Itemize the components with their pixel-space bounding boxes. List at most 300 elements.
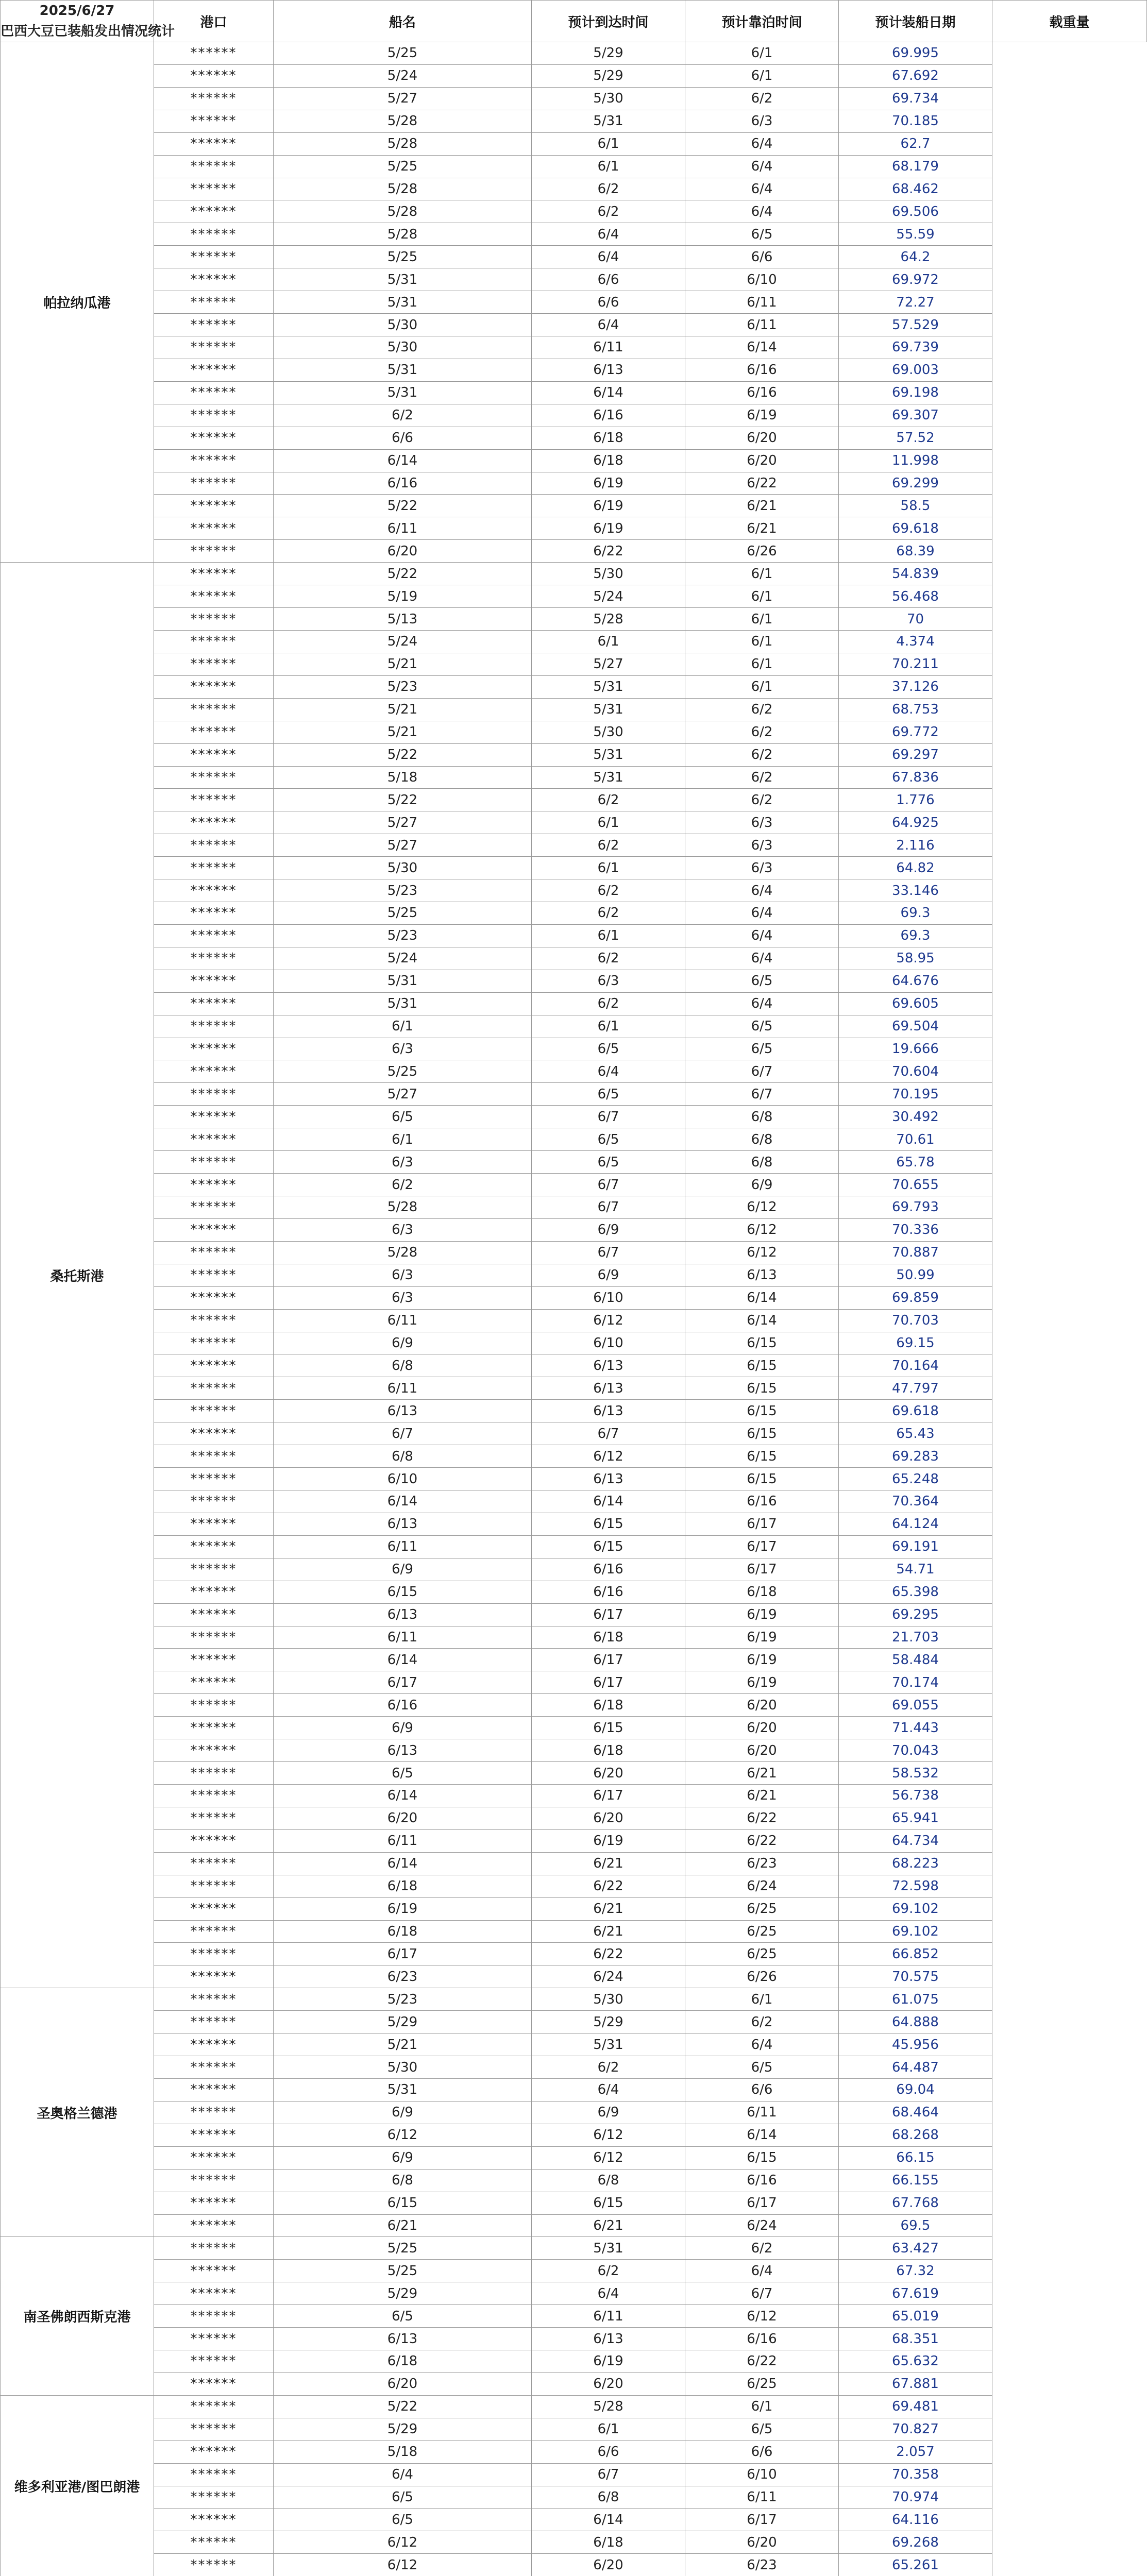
loading-date-cell: 6/20 <box>685 427 839 449</box>
table-row <box>1 1060 1147 1083</box>
etb-cell: 6/1 <box>532 811 685 834</box>
etb-cell: 6/1 <box>532 630 685 653</box>
loading-date-cell: 6/14 <box>685 1309 839 1332</box>
eta-cell: 5/24 <box>274 64 532 87</box>
etb-cell: 6/12 <box>532 1445 685 1468</box>
eta-cell: 5/21 <box>274 2033 532 2056</box>
tonnage-cell: 69.04 <box>839 2078 992 2101</box>
loading-date-cell: 6/24 <box>685 2214 839 2237</box>
ship-name: ****** <box>154 834 274 857</box>
tonnage-cell: 2.057 <box>839 2441 992 2463</box>
ship-name: ****** <box>154 811 274 834</box>
eta-cell: 5/22 <box>274 495 532 517</box>
eta-cell: 5/31 <box>274 359 532 381</box>
loading-date-cell: 6/20 <box>685 2531 839 2554</box>
loading-date-cell: 6/22 <box>685 1807 839 1829</box>
loading-date-cell: 6/14 <box>685 1286 839 1309</box>
ship-name: ****** <box>154 1762 274 1785</box>
tonnage-cell: 56.468 <box>839 585 992 608</box>
tonnage-cell: 68.179 <box>839 155 992 178</box>
table-row <box>1 2078 1147 2101</box>
tonnage-cell: 69.297 <box>839 743 992 766</box>
table-row <box>1 743 1147 766</box>
eta-cell: 6/3 <box>274 1151 532 1174</box>
tonnage-cell: 11.998 <box>839 449 992 472</box>
eta-cell: 6/11 <box>274 517 532 540</box>
eta-cell: 6/11 <box>274 1377 532 1400</box>
ship-name: ****** <box>154 472 274 495</box>
eta-cell: 6/13 <box>274 2328 532 2350</box>
loading-date-cell: 6/22 <box>685 1829 839 1852</box>
table-row <box>1 789 1147 811</box>
eta-cell: 6/14 <box>274 449 532 472</box>
tonnage-cell: 64.116 <box>839 2509 992 2531</box>
eta-cell: 6/21 <box>274 2214 532 2237</box>
table-row <box>1 1332 1147 1354</box>
etb-cell: 5/29 <box>532 64 685 87</box>
ship-name: ****** <box>154 1128 274 1151</box>
table-row <box>1 517 1147 540</box>
eta-cell: 5/25 <box>274 1060 532 1083</box>
eta-cell: 6/3 <box>274 1264 532 1286</box>
eta-cell: 5/25 <box>274 2260 532 2282</box>
col-header-etb: 预计靠泊时间 <box>685 1 839 42</box>
eta-cell: 5/31 <box>274 2078 532 2101</box>
eta-cell: 5/24 <box>274 630 532 653</box>
loading-date-cell: 6/1 <box>685 608 839 631</box>
table-row <box>1 1218 1147 1241</box>
loading-date-cell: 6/3 <box>685 811 839 834</box>
ship-name: ****** <box>154 2011 274 2033</box>
eta-cell: 6/20 <box>274 2372 532 2395</box>
tonnage-cell: 72.598 <box>839 1875 992 1897</box>
eta-cell: 6/5 <box>274 2486 532 2509</box>
tonnage-cell: 69.972 <box>839 268 992 291</box>
table-row <box>1 246 1147 268</box>
ship-name: ****** <box>154 1626 274 1649</box>
tonnage-cell: 70.336 <box>839 1218 992 1241</box>
table-row <box>1 2146 1147 2169</box>
table-row <box>1 1943 1147 1965</box>
ship-name: ****** <box>154 1965 274 1988</box>
tonnage-cell: 64.82 <box>839 857 992 879</box>
eta-cell: 5/21 <box>274 698 532 721</box>
tonnage-cell: 21.703 <box>839 1626 992 1649</box>
loading-date-cell: 6/11 <box>685 291 839 314</box>
tonnage-cell: 69.3 <box>839 924 992 947</box>
eta-cell: 6/1 <box>274 1128 532 1151</box>
etb-cell: 6/15 <box>532 2192 685 2214</box>
eta-cell: 5/30 <box>274 336 532 359</box>
etb-cell: 6/10 <box>532 1286 685 1309</box>
tonnage-cell: 45.956 <box>839 2033 992 2056</box>
tonnage-cell: 68.462 <box>839 178 992 200</box>
loading-date-cell: 6/2 <box>685 721 839 743</box>
tonnage-cell: 66.155 <box>839 2169 992 2192</box>
eta-cell: 5/31 <box>274 268 532 291</box>
table-row <box>1 2305 1147 2328</box>
loading-date-cell: 6/12 <box>685 1241 839 1264</box>
table-row <box>1 1422 1147 1445</box>
loading-date-cell: 6/15 <box>685 1468 839 1490</box>
table-row <box>1 2056 1147 2079</box>
tonnage-cell: 58.484 <box>839 1649 992 1671</box>
eta-cell: 5/18 <box>274 766 532 789</box>
tonnage-cell: 57.529 <box>839 314 992 336</box>
table-row <box>1 110 1147 132</box>
ship-name: ****** <box>154 223 274 246</box>
tonnage-cell: 70.575 <box>839 1965 992 1988</box>
loading-date-cell: 6/25 <box>685 1897 839 1920</box>
loading-date-cell: 6/10 <box>685 268 839 291</box>
eta-cell: 5/21 <box>274 653 532 675</box>
table-row <box>1 1286 1147 1309</box>
ship-name: ****** <box>154 2531 274 2554</box>
table-row <box>1 970 1147 992</box>
tonnage-cell: 19.666 <box>839 1038 992 1060</box>
tonnage-cell: 69.283 <box>839 1445 992 1468</box>
etb-cell: 6/2 <box>532 834 685 857</box>
ship-name: ****** <box>154 857 274 879</box>
ship-name: ****** <box>154 540 274 563</box>
tonnage-cell: 64.487 <box>839 2056 992 2079</box>
eta-cell: 6/5 <box>274 2305 532 2328</box>
loading-date-cell: 6/15 <box>685 1400 839 1422</box>
tonnage-cell: 64.888 <box>839 2011 992 2033</box>
loading-date-cell: 6/16 <box>685 2328 839 2350</box>
eta-cell: 5/29 <box>274 2282 532 2305</box>
ship-name: ****** <box>154 314 274 336</box>
loading-date-cell: 6/17 <box>685 1513 839 1535</box>
loading-date-cell: 6/2 <box>685 87 839 110</box>
etb-cell: 6/20 <box>532 1762 685 1785</box>
etb-cell: 6/8 <box>532 2486 685 2509</box>
eta-cell: 5/25 <box>274 246 532 268</box>
loading-date-cell: 6/7 <box>685 1060 839 1083</box>
table-row <box>1 1445 1147 1468</box>
ship-name: ****** <box>154 2350 274 2373</box>
etb-cell: 5/31 <box>532 698 685 721</box>
tonnage-cell: 69.618 <box>839 517 992 540</box>
etb-cell: 6/18 <box>532 1694 685 1717</box>
ship-name: ****** <box>154 1196 274 1219</box>
ship-name: ****** <box>154 653 274 675</box>
tonnage-cell: 47.797 <box>839 1377 992 1400</box>
etb-cell: 6/2 <box>532 947 685 970</box>
ship-name: ****** <box>154 1558 274 1581</box>
tonnage-cell: 69.618 <box>839 1400 992 1422</box>
etb-cell: 6/2 <box>532 2260 685 2282</box>
etb-cell: 6/9 <box>532 1218 685 1241</box>
col-header-tonnage: 载重量 <box>992 1 1147 42</box>
etb-cell: 6/1 <box>532 857 685 879</box>
etb-cell: 6/2 <box>532 789 685 811</box>
loading-date-cell: 6/6 <box>685 246 839 268</box>
etb-cell: 6/7 <box>532 1106 685 1128</box>
table-row <box>1 1196 1147 1219</box>
etb-cell: 6/6 <box>532 2441 685 2463</box>
etb-cell: 6/20 <box>532 2554 685 2576</box>
table-row <box>1 132 1147 155</box>
table-row <box>1 2554 1147 2576</box>
eta-cell: 6/5 <box>274 1762 532 1785</box>
eta-cell: 6/8 <box>274 2169 532 2192</box>
table-row <box>1 404 1147 427</box>
table-row <box>1 675 1147 698</box>
etb-cell: 5/28 <box>532 608 685 631</box>
ship-name: ****** <box>154 2146 274 2169</box>
loading-date-cell: 6/19 <box>685 1671 839 1694</box>
table-row <box>1 2011 1147 2033</box>
table-row <box>1 495 1147 517</box>
ship-name: ****** <box>154 1694 274 1717</box>
etb-cell: 6/1 <box>532 132 685 155</box>
loading-date-cell: 6/6 <box>685 2078 839 2101</box>
eta-cell: 5/28 <box>274 223 532 246</box>
eta-cell: 6/14 <box>274 1784 532 1807</box>
etb-cell: 6/4 <box>532 223 685 246</box>
ship-name: ****** <box>154 1060 274 1083</box>
ship-name: ****** <box>154 1400 274 1422</box>
report-date: 2025/6/27 <box>39 3 115 19</box>
table-row <box>1 268 1147 291</box>
loading-date-cell: 6/4 <box>685 200 839 223</box>
table-row <box>1 1490 1147 1513</box>
etb-cell: 6/1 <box>532 155 685 178</box>
eta-cell: 6/15 <box>274 2192 532 2214</box>
table-row <box>1 1513 1147 1535</box>
eta-cell: 6/16 <box>274 1694 532 1717</box>
etb-cell: 6/18 <box>532 1739 685 1762</box>
tonnage-cell: 70.174 <box>839 1671 992 1694</box>
tonnage-cell: 69.307 <box>839 404 992 427</box>
ship-name: ****** <box>154 970 274 992</box>
ship-name: ****** <box>154 1603 274 1626</box>
eta-cell: 6/18 <box>274 1920 532 1943</box>
table-row <box>1 2260 1147 2282</box>
table-row <box>1 291 1147 314</box>
loading-date-cell: 6/19 <box>685 1626 839 1649</box>
tonnage-cell: 70.364 <box>839 1490 992 1513</box>
loading-date-cell: 6/15 <box>685 1332 839 1354</box>
table-row <box>1 200 1147 223</box>
etb-cell: 6/24 <box>532 1965 685 1988</box>
ship-name: ****** <box>154 1852 274 1875</box>
loading-date-cell: 6/16 <box>685 2169 839 2192</box>
etb-cell: 6/4 <box>532 2078 685 2101</box>
tonnage-cell: 30.492 <box>839 1106 992 1128</box>
ship-name: ****** <box>154 1513 274 1535</box>
tonnage-cell: 64.676 <box>839 970 992 992</box>
etb-cell: 5/27 <box>532 653 685 675</box>
ship-name: ****** <box>154 563 274 585</box>
ship-name: ****** <box>154 2124 274 2146</box>
tonnage-cell: 68.223 <box>839 1852 992 1875</box>
col-header-loading: 预计装船日期 <box>839 1 992 42</box>
etb-cell: 5/28 <box>532 2395 685 2418</box>
tonnage-cell: 61.075 <box>839 1988 992 2011</box>
table-row <box>1 1174 1147 1196</box>
ship-name: ****** <box>154 1332 274 1354</box>
ship-name: ****** <box>154 427 274 449</box>
tonnage-cell: 69.268 <box>839 2531 992 2554</box>
table-row <box>1 1897 1147 1920</box>
table-row <box>1 2101 1147 2124</box>
tonnage-cell: 67.768 <box>839 2192 992 2214</box>
ship-name: ****** <box>154 1807 274 1829</box>
etb-cell: 5/31 <box>532 110 685 132</box>
table-row <box>1 1694 1147 1717</box>
tonnage-cell: 58.95 <box>839 947 992 970</box>
tonnage-cell: 64.734 <box>839 1829 992 1852</box>
etb-cell: 6/14 <box>532 381 685 404</box>
etb-cell: 6/9 <box>532 1264 685 1286</box>
tonnage-cell: 65.398 <box>839 1581 992 1603</box>
ship-name: ****** <box>154 1535 274 1558</box>
tonnage-cell: 68.753 <box>839 698 992 721</box>
table-row <box>1 1106 1147 1128</box>
tonnage-cell: 68.351 <box>839 2328 992 2350</box>
ship-name: ****** <box>154 359 274 381</box>
loading-date-cell: 6/23 <box>685 1852 839 1875</box>
etb-cell: 5/24 <box>532 585 685 608</box>
ship-name: ****** <box>154 178 274 200</box>
table-row <box>1 2418 1147 2441</box>
loading-date-cell: 6/15 <box>685 1377 839 1400</box>
table-row <box>1 1875 1147 1897</box>
tonnage-cell: 67.619 <box>839 2282 992 2305</box>
col-header-ship: 船名 <box>274 1 532 42</box>
table-row <box>1 1920 1147 1943</box>
loading-date-cell: 6/1 <box>685 675 839 698</box>
table-row <box>1 1784 1147 1807</box>
col-header-eta: 预计到达时间 <box>532 1 685 42</box>
eta-cell: 5/22 <box>274 789 532 811</box>
ship-name: ****** <box>154 1943 274 1965</box>
loading-date-cell: 6/16 <box>685 1490 839 1513</box>
eta-cell: 5/22 <box>274 2395 532 2418</box>
etb-cell: 6/13 <box>532 1400 685 1422</box>
tonnage-cell: 72.27 <box>839 291 992 314</box>
table-row <box>1 2441 1147 2463</box>
loading-date-cell: 6/10 <box>685 2463 839 2486</box>
loading-date-cell: 6/1 <box>685 64 839 87</box>
eta-cell: 6/13 <box>274 1513 532 1535</box>
loading-date-cell: 6/6 <box>685 2441 839 2463</box>
eta-cell: 6/1 <box>274 1015 532 1038</box>
loading-date-cell: 6/4 <box>685 178 839 200</box>
ship-name: ****** <box>154 924 274 947</box>
ship-name: ****** <box>154 1038 274 1060</box>
loading-date-cell: 6/2 <box>685 2237 839 2260</box>
table-row <box>1 1309 1147 1332</box>
table-row <box>1 630 1147 653</box>
tonnage-cell: 64.2 <box>839 246 992 268</box>
tonnage-cell: 58.5 <box>839 495 992 517</box>
table-row <box>1 992 1147 1015</box>
loading-date-cell: 6/19 <box>685 404 839 427</box>
ship-name: ****** <box>154 1490 274 1513</box>
ship-name: ****** <box>154 947 274 970</box>
loading-date-cell: 6/19 <box>685 1603 839 1626</box>
etb-cell: 6/16 <box>532 404 685 427</box>
etb-cell: 6/5 <box>532 1128 685 1151</box>
etb-cell: 6/17 <box>532 1671 685 1694</box>
tonnage-cell: 54.71 <box>839 1558 992 1581</box>
table-row <box>1 64 1147 87</box>
etb-cell: 6/14 <box>532 1490 685 1513</box>
table-row <box>1 359 1147 381</box>
port-name: 帕拉纳瓜港 <box>1 42 154 563</box>
eta-cell: 5/25 <box>274 155 532 178</box>
table-row <box>1 1264 1147 1286</box>
eta-cell: 6/17 <box>274 1943 532 1965</box>
ship-name: ****** <box>154 2509 274 2531</box>
etb-cell: 6/2 <box>532 902 685 925</box>
eta-cell: 6/23 <box>274 1965 532 1988</box>
table-row <box>1 449 1147 472</box>
tonnage-cell: 66.15 <box>839 2146 992 2169</box>
eta-cell: 6/19 <box>274 1897 532 1920</box>
tonnage-cell: 70.887 <box>839 1241 992 1264</box>
eta-cell: 6/8 <box>274 1354 532 1377</box>
eta-cell: 6/3 <box>274 1218 532 1241</box>
ship-name: ****** <box>154 1897 274 1920</box>
table-row <box>1 178 1147 200</box>
loading-date-cell: 6/14 <box>685 336 839 359</box>
etb-cell: 6/22 <box>532 540 685 563</box>
ship-name: ****** <box>154 2237 274 2260</box>
etb-cell: 5/31 <box>532 675 685 698</box>
ship-name: ****** <box>154 1988 274 2011</box>
tonnage-cell: 64.925 <box>839 811 992 834</box>
eta-cell: 5/21 <box>274 721 532 743</box>
tonnage-cell: 69.481 <box>839 2395 992 2418</box>
loading-date-cell: 6/14 <box>685 2124 839 2146</box>
ship-name: ****** <box>154 517 274 540</box>
eta-cell: 6/6 <box>274 427 532 449</box>
tonnage-cell: 69.102 <box>839 1920 992 1943</box>
ship-name: ****** <box>154 2192 274 2214</box>
loading-date-cell: 6/21 <box>685 495 839 517</box>
table-row <box>1 1807 1147 1829</box>
table-row <box>1 766 1147 789</box>
eta-cell: 6/15 <box>274 1581 532 1603</box>
tonnage-cell: 69.605 <box>839 992 992 1015</box>
tonnage-cell: 65.019 <box>839 2305 992 2328</box>
tonnage-cell: 4.374 <box>839 630 992 653</box>
loading-date-cell: 6/1 <box>685 630 839 653</box>
tonnage-cell: 70.195 <box>839 1083 992 1106</box>
table-row <box>1 721 1147 743</box>
tonnage-cell: 69.5 <box>839 2214 992 2237</box>
loading-date-cell: 6/20 <box>685 449 839 472</box>
loading-date-cell: 6/4 <box>685 2260 839 2282</box>
etb-cell: 6/1 <box>532 924 685 947</box>
tonnage-cell: 37.126 <box>839 675 992 698</box>
etb-cell: 6/5 <box>532 1083 685 1106</box>
etb-cell: 6/11 <box>532 2305 685 2328</box>
loading-date-cell: 6/25 <box>685 1920 839 1943</box>
etb-cell: 6/17 <box>532 1649 685 1671</box>
loading-date-cell: 6/5 <box>685 1015 839 1038</box>
table-row <box>1 1626 1147 1649</box>
loading-date-cell: 6/24 <box>685 1875 839 1897</box>
loading-date-cell: 6/4 <box>685 155 839 178</box>
table-body <box>1 42 1147 2576</box>
loading-date-cell: 6/15 <box>685 1445 839 1468</box>
table-row <box>1 427 1147 449</box>
